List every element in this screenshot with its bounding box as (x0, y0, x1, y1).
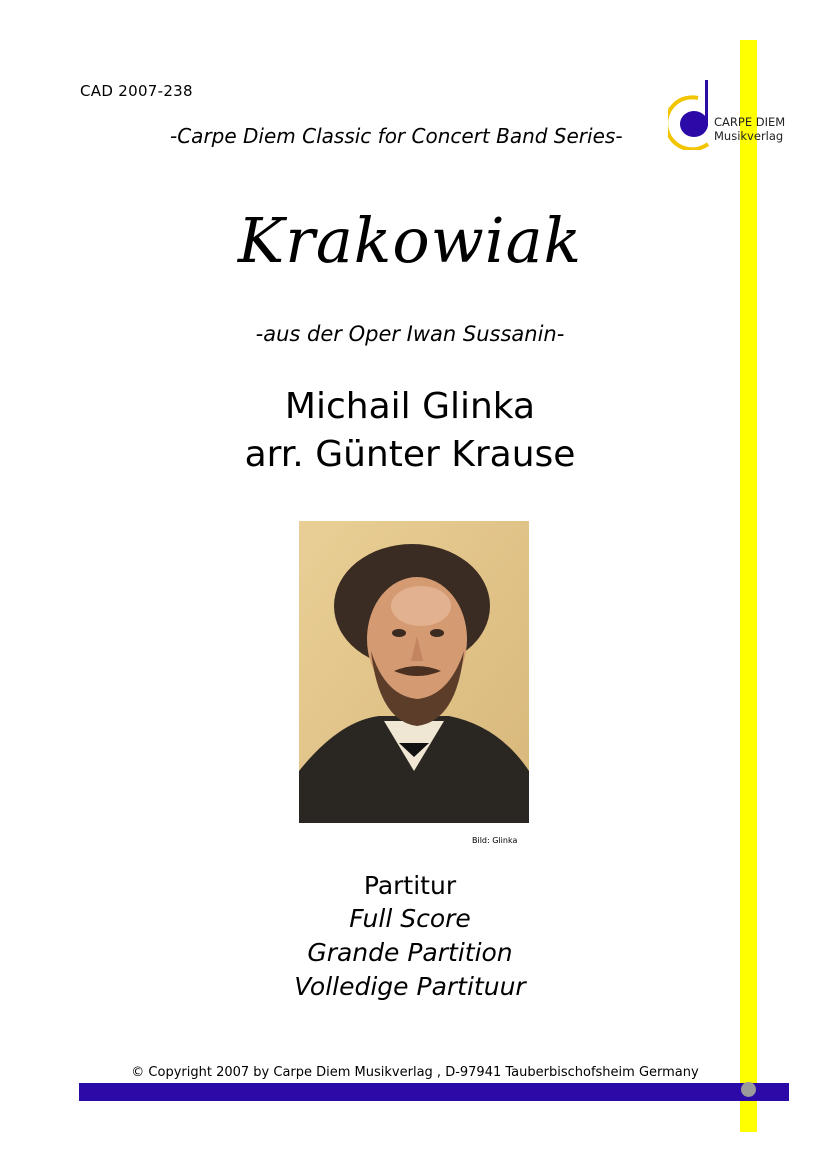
publisher-address: , D-97941 Tauberbischofsheim Germany (432, 1065, 699, 1080)
bottom-blue-bar (79, 1083, 789, 1101)
edition-grande-partition: Grande Partition (307, 938, 513, 967)
logo-name: CARPE DIEM (714, 115, 786, 129)
series-title: -Carpe Diem Classic for Concert Band Series- (170, 124, 623, 148)
composer: Michail Glinka (284, 386, 536, 427)
arranger: arr. Günter Krause (244, 434, 576, 475)
publisher-name: Carpe Diem Musikverlag (273, 1065, 433, 1080)
catalog-number: CAD 2007-238 (80, 82, 193, 100)
logo-subname: Musikverlag (714, 129, 784, 143)
edition-full-score: Full Score (349, 904, 471, 933)
edition-partitur: Partitur (363, 871, 457, 900)
piece-title: Krakowiak (237, 204, 583, 277)
yellow-side-bar (740, 40, 757, 1132)
image-caption: Bild: Glinka (472, 836, 518, 845)
edition-volledige-partituur: Volledige Partituur (294, 972, 526, 1001)
piece-subtitle: -aus der Oper Iwan Sussanin- (255, 322, 565, 346)
gray-dot (741, 1082, 756, 1097)
copyright-line (80, 1065, 750, 1080)
copyright-prefix: © Copyright 2007 by (131, 1065, 274, 1080)
portrait-image (299, 521, 529, 823)
glinka-portrait (299, 521, 529, 823)
